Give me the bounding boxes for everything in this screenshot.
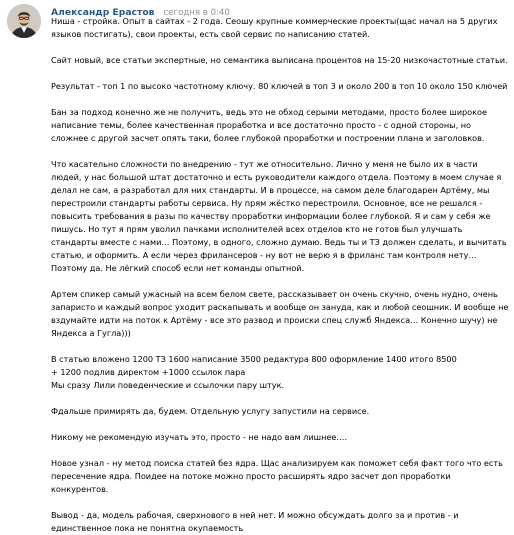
post-paragraph: Никому не рекомендую изучать это, просто - не надо вам лишнее….: [51, 432, 348, 442]
post-paragraph: Артем спикер самый ужасный на всем белом свете, рассказывает он очень скучно, очень нудно, очень запаристо и каждый вопрос уходит раскапывать и вообще он зануда, как и любой сеошник. И вообще не вздумайте идти на поток к Артёму - все это развод и происки спец служб Яндекса… Конечно шучу) не Яндекса а Гугла))): [51, 289, 509, 338]
author-name[interactable]: Александр Ерастов: [51, 7, 155, 18]
author-avatar[interactable]: [7, 4, 41, 38]
post-paragraph: Новое узнал - ну метод поиска статей без ядра. Щас анализируем как поможет себя факт того что есть пересечение ядра. Поидее на потоке можно просто расширять ядро засчет доп проработки конкурентов.: [51, 458, 503, 494]
post-paragraph: Сайт новый, все статьи экспертные, но семантика выписана процентов на 15-20 низкочастотные статьи.: [51, 55, 508, 65]
post-paragraph: Бан за подход конечно же не получить, ведь это не обход серыми методами, просто более широкое написание темы, более качественная проработка и все достаточно просто - с одной стороны, но сложнее с другой засчет опять таки, более глубокой проработки и построении плана и заголовков.: [51, 107, 487, 143]
post-timestamp[interactable]: сегодня в 0:40: [163, 8, 230, 18]
post-paragraph: Фдальше примирять да, будем. Отдельную услугу запустили на сервисе.: [51, 406, 370, 416]
post-paragraph: Ниша - стройка. Опыт в сайтах - 2 года. Сеошу крупные коммерческие проекты(щас начал на 5 других языков постигать), свои проекты, есть свой сервис по написанию статей.: [51, 16, 498, 39]
post-paragraph: Вывод - да, модель рабочая, сверхнового в ней нет. И можно обсуждать долго за и против - и единственное пока не понятна окупаемость: [51, 510, 459, 533]
post-paragraph: Результат - топ 1 по высоко частотному ключу. 80 ключей в топ 3 и около 200 в топ 10 около 150 ключей: [51, 81, 508, 91]
post-paragraph: В статью вложено 1200 ТЗ 1600 написание 3500 редактура 800 оформление 1400 итого 8500 + 1200 подлив директом +1000 ссылок пара Мы сразу Лили поведенческие и ссылочки пару штук.: [51, 354, 457, 390]
avatar-photo: [7, 4, 41, 38]
post-paragraph: Что касательно сложности по внедрению - тут же относительно. Лично у меня не было их в части людей, у нас большой штат достаточно и есть руководители каждого отдела. Поэтому в моем случае я делал не сам, а разработал для них стандарты. И в процессе, на самом деле благодарен Артёму, мы перестроили стандарты работы сервиса. Ну прям жёстко перестроили. Основное, все не решался - повысить требования в разы по качеству проработки информации более глубокой. Я и сам у себя же пишусь. Но тут я прям уволил пачками исполнителей всех отделов кто не готов был улучшать стандарты вместе с нами… Поэтому, в одного, сложно думаю. Ведь ты и ТЗ должен сделать, и вычитать статью, и оформить. А если через фрилансеров - ну вот не верю я в фриланс там контроля нету… Поэтому да. Не лёгкий способ если нет команды опытной.: [51, 159, 507, 273]
post-body: [51, 15, 509, 535]
